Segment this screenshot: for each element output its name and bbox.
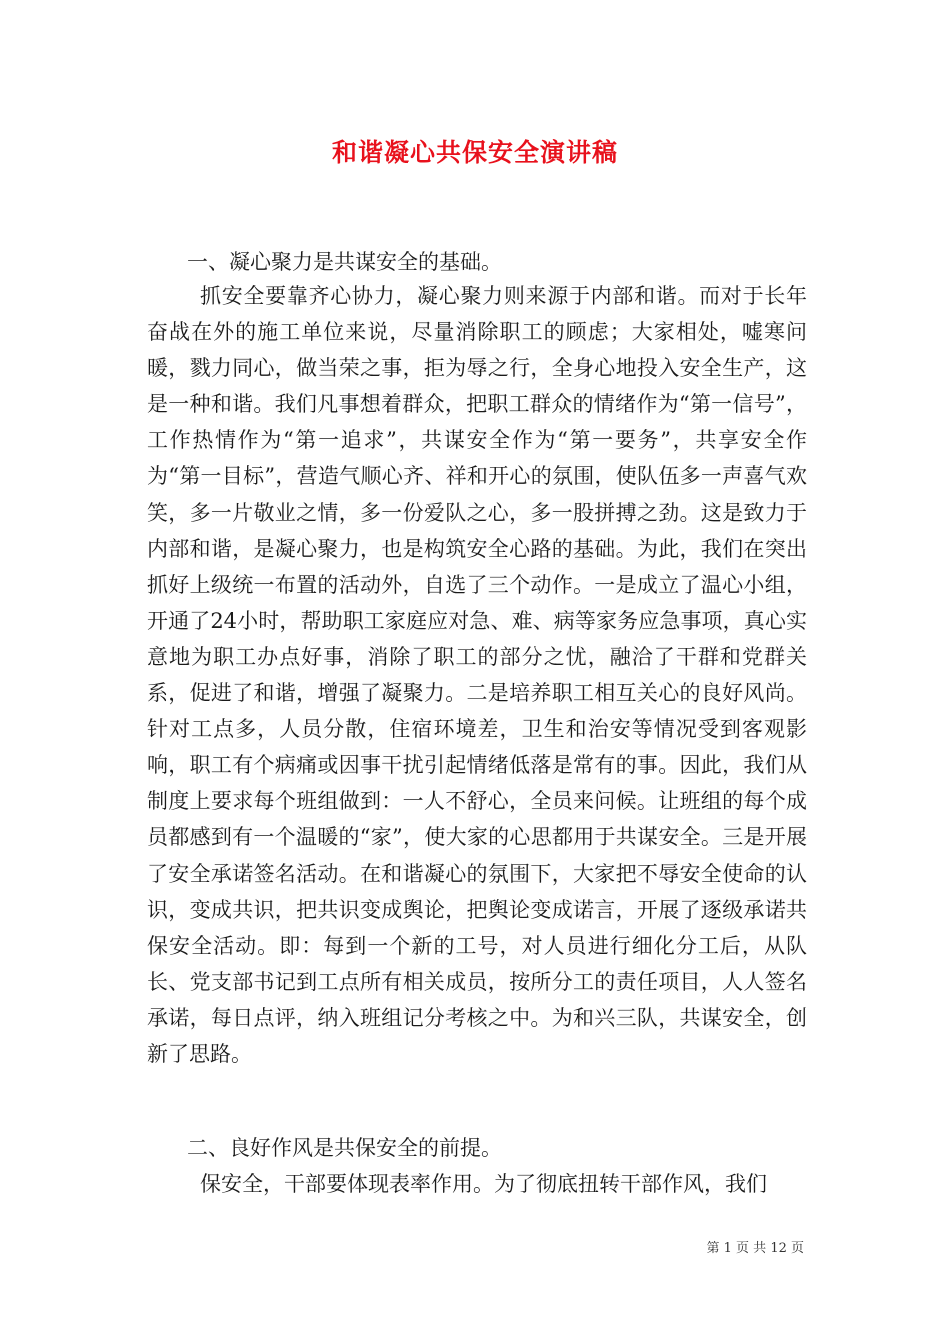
page-title: 和谐凝心共保安全演讲稿	[331, 138, 618, 167]
section-heading-1: 一、凝心聚力是共谋安全的基础。	[187, 250, 502, 274]
section-body-1: 抓安全要靠齐心协力，凝心聚力则来源于内部和谐。而对于长年奋战在外的施工单位来说，尽量消除职工的顾虑；大家相处，嘘寒问暖，戮力同心，做当荣之事，拒为辱之行，全身心地投入安全生产，这是一种和谐。我们凡事想着群众，把职工群众的情绪作为“第一信号”，工作热情作为“第一追求”，共谋安全作为“第一要务”，共享安全作为“第一目标”，营造气顺心齐、祥和开心的氛围，使队伍多一声喜气欢笑，多一片敬业之情，多一份爱队之心，多一股拼搏之劲。这是致力于内部和谐，是凝心聚力，也是构筑安全心路的基础。为此，我们在突出抓好上级统一布置的活动外，自选了三个动作。一是成立了温心小组，开通了24小时，帮助职工家庭应对急、难、病等家务应急事项，真心实意地为职工办点好事，消除了职工的部分之忧，融洽了干群和党群关系，促进了和谐，增强了凝聚力。二是培养职工相互关心的良好风尚。针对工点多，人员分散，住宿环境差，卫生和治安等情况受到客观影响，职工有个病痛或因事干扰引起情绪低落是常有的事。因此，我们从制度上要求每个班组做到：一人不舒心，全员来问候。让班组的每个成员都感到有一个温暖的“家”，使大家的心思都用于共谋安全。三是开展了安全承诺签名活动。在和谐凝心的氛围下，大家把不辱安全使命的认识，变成共识，把共识变成舆论，把舆论变成诺言，开展了逐级承诺共保安全活动。即：每到一个新的工号，对人员进行细化分工后，从队长、党支部书记到工点所有相关成员，按所分工的责任项目，人人签名承诺，每日点评，纳入班组记分考核之中。为和兴三队，共谋安全，创新了思路。	[147, 284, 807, 1066]
page-number-footer: 第 1 页 共 12 页	[706, 1241, 804, 1256]
section-body-2: 保安全，干部要体现表率作用。为了彻底扭转干部作风，我们	[200, 1172, 767, 1196]
section-heading-2: 二、良好作风是共保安全的前提。	[187, 1136, 502, 1160]
